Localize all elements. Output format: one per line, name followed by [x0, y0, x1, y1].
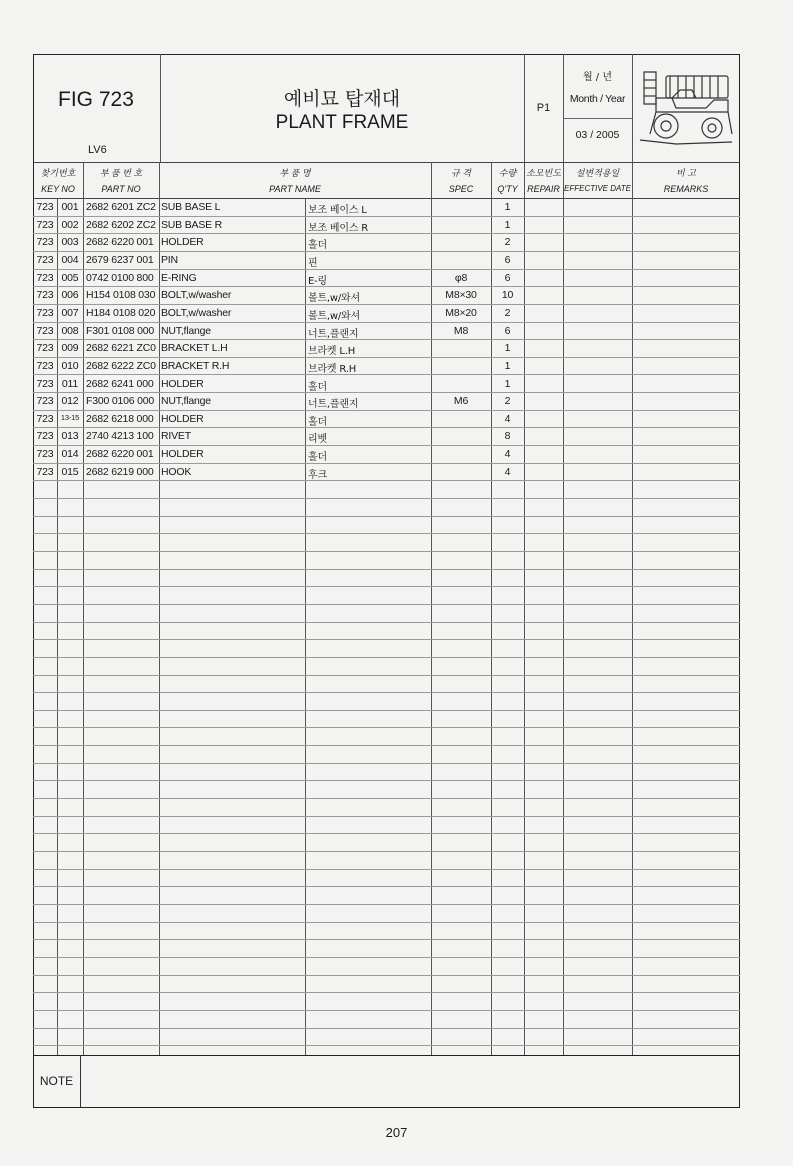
cell-part-no: 2682 6221 ZC0 — [86, 342, 156, 354]
cell-qty: 4 — [504, 413, 511, 425]
table-row-line — [33, 410, 740, 411]
col-part-name-en: PART NAME — [269, 184, 321, 194]
cell-key-no: 001 — [61, 201, 79, 213]
page-number: 207 — [385, 1125, 408, 1140]
table-row-line — [33, 604, 740, 605]
cell-qty: 6 — [504, 254, 511, 266]
cell-part-no: F301 0108 000 — [86, 325, 155, 337]
model-label: LV6 — [88, 144, 107, 156]
col-part-no-en: PART NO — [101, 184, 141, 194]
cell-part-name-en: HOLDER — [161, 413, 204, 425]
revision-date: 03 / 2005 — [575, 129, 620, 141]
cell-fig-no: 723 — [36, 289, 54, 301]
cell-part-no: 2740 4213 100 — [86, 430, 154, 442]
table-row-line — [33, 657, 740, 658]
cell-part-no: 2682 6220 001 — [86, 236, 154, 248]
month-year-english: Month / Year — [569, 93, 626, 105]
cell-spec: φ8 — [454, 272, 468, 284]
rice-transplanter-icon — [636, 64, 736, 154]
cell-fig-no: 723 — [36, 342, 54, 354]
title-english: PLANT FRAME — [275, 112, 409, 133]
cell-part-name-ko: 홀더 — [308, 240, 327, 251]
table-row-line — [33, 463, 740, 464]
table-row-line — [33, 780, 740, 781]
cell-part-name-en: BRACKET L.H — [161, 342, 228, 354]
cell-key-no: 014 — [61, 448, 79, 460]
cell-part-name-ko: 홀더 — [308, 382, 327, 393]
cell-fig-no: 723 — [36, 448, 54, 460]
cell-part-no: 2682 6201 ZC2 — [86, 201, 156, 213]
cell-part-name-ko: 보조 베이스 L — [308, 205, 367, 216]
table-row-line — [33, 798, 740, 799]
table-row-line — [33, 992, 740, 993]
note-top-rule — [33, 1055, 740, 1056]
table-row-line — [33, 1010, 740, 1011]
header-bottom-rule — [33, 162, 740, 163]
table-row-line — [33, 745, 740, 746]
table-row-line — [33, 533, 740, 534]
cell-part-no: 2679 6237 001 — [86, 254, 154, 266]
cell-part-name-en: SUB BASE R — [161, 219, 223, 231]
col-effective-en: EFFECTIVE DATE — [564, 184, 631, 193]
cell-key-no: 008 — [61, 325, 79, 337]
grid-col-line — [305, 198, 306, 1055]
col-effective-ko: 설변적용일 — [575, 168, 620, 178]
table-row-line — [33, 869, 740, 870]
cell-part-name-en: HOOK — [161, 466, 192, 478]
cell-part-name-en: SUB BASE L — [161, 201, 221, 213]
cell-fig-no: 723 — [36, 413, 54, 425]
col-part-name-ko: 부 품 명 — [279, 168, 311, 178]
cell-part-name-ko: 볼트,w/와셔 — [308, 293, 360, 304]
col-remarks-ko: 비 고 — [676, 168, 696, 178]
date-divider — [563, 118, 632, 119]
cell-part-no: F300 0106 000 — [86, 395, 155, 407]
table-row-line — [33, 886, 740, 887]
table-row-line — [33, 939, 740, 940]
cell-key-no: 013 — [61, 430, 79, 442]
cell-part-no: H184 0108 020 — [86, 307, 156, 319]
table-row-line — [33, 569, 740, 570]
table-row-line — [33, 710, 740, 711]
table-row-line — [33, 357, 740, 358]
col-spec-ko: 규 격 — [451, 168, 471, 178]
cell-qty: 10 — [501, 289, 514, 301]
cell-spec: M6 — [453, 395, 469, 407]
cell-part-no: 2682 6241 000 — [86, 378, 154, 390]
col-qty-ko: 수량 — [498, 168, 517, 178]
cell-key-no: 015 — [61, 466, 79, 478]
cell-fig-no: 723 — [36, 395, 54, 407]
col-remarks-en: REMARKS — [663, 184, 709, 194]
col-repair-en: REPAIR — [527, 184, 560, 194]
col-part-no-ko: 부 품 번 호 — [99, 168, 143, 178]
cell-fig-no: 723 — [36, 466, 54, 478]
table-row-line — [33, 1045, 740, 1046]
cell-qty: 1 — [504, 360, 511, 372]
table-row-line — [33, 622, 740, 623]
cell-fig-no: 723 — [36, 254, 54, 266]
table-row-line — [33, 975, 740, 976]
table-row-line — [33, 692, 740, 693]
col-qty-en: Q'TY — [497, 184, 518, 194]
table-row-line — [33, 1028, 740, 1029]
cell-key-no: 006 — [61, 289, 79, 301]
cell-fig-no: 723 — [36, 272, 54, 284]
cell-part-name-en: HOLDER — [161, 236, 204, 248]
cell-part-name-ko: 브라켓 R.H — [308, 364, 357, 375]
cell-qty: 6 — [504, 272, 511, 284]
cell-part-name-en: HOLDER — [161, 448, 204, 460]
cell-spec: M8×20 — [445, 307, 477, 319]
cell-part-name-ko: 후크 — [308, 470, 327, 481]
cell-qty: 1 — [504, 219, 511, 231]
cell-key-no: 009 — [61, 342, 79, 354]
note-divider — [80, 1055, 81, 1108]
cell-qty: 1 — [504, 201, 511, 213]
cell-part-name-ko: 브라켓 L.H — [308, 346, 356, 357]
cell-part-no: H154 0108 030 — [86, 289, 156, 301]
table-row-line — [33, 516, 740, 517]
table-row-line — [33, 586, 740, 587]
cell-part-name-en: BOLT,w/washer — [161, 289, 232, 301]
cell-part-name-ko: 볼트,w/와셔 — [308, 311, 360, 322]
cell-part-name-ko: 홀더 — [308, 417, 327, 428]
cell-key-no: 012 — [61, 395, 79, 407]
cell-part-no: 2682 6222 ZC0 — [86, 360, 156, 372]
cell-fig-no: 723 — [36, 430, 54, 442]
cell-qty: 1 — [504, 378, 511, 390]
cell-part-name-en: NUT,flange — [161, 395, 211, 407]
column-header-rule — [33, 198, 740, 199]
cell-qty: 2 — [504, 307, 511, 319]
cell-spec: M8×30 — [445, 289, 477, 301]
col-key-no-ko: 찾기번호 — [40, 168, 76, 178]
cell-fig-no: 723 — [36, 325, 54, 337]
table-row-line — [33, 727, 740, 728]
cell-part-name-ko: 핀 — [308, 258, 318, 269]
cell-key-no: 003 — [61, 236, 79, 248]
cell-fig-no: 723 — [36, 236, 54, 248]
table-row-line — [33, 957, 740, 958]
month-year-korean: 월 / 년 — [582, 72, 613, 83]
header-divider-4 — [632, 54, 633, 162]
table-row-line — [33, 498, 740, 499]
cell-spec: M8 — [453, 325, 469, 337]
cell-part-name-en: BOLT,w/washer — [161, 307, 232, 319]
table-row-line — [33, 216, 740, 217]
note-label: NOTE — [39, 1074, 74, 1088]
cell-part-name-en: NUT,flange — [161, 325, 211, 337]
cell-part-name-en: PIN — [161, 254, 178, 266]
table-row-line — [33, 304, 740, 305]
cell-key-no: 005 — [61, 272, 79, 284]
cell-part-name-ko: E-링 — [308, 276, 327, 287]
cell-key-no: 011 — [61, 378, 79, 390]
cell-key-no: 002 — [61, 219, 79, 231]
table-row-line — [33, 675, 740, 676]
cell-part-no: 2682 6220 001 — [86, 448, 154, 460]
cell-part-name-ko: 너트,플랜지 — [308, 399, 359, 410]
cell-qty: 2 — [504, 236, 511, 248]
table-row-line — [33, 251, 740, 252]
table-row-line — [33, 763, 740, 764]
col-key-no-en: KEY NO — [41, 184, 75, 194]
fig-label: FIG 723 — [58, 88, 134, 111]
cell-fig-no: 723 — [36, 360, 54, 372]
cell-fig-no: 723 — [36, 378, 54, 390]
cell-part-name-en: RIVET — [161, 430, 191, 442]
cell-qty: 6 — [504, 325, 511, 337]
cell-qty: 4 — [504, 466, 511, 478]
cell-key-no: 007 — [61, 307, 79, 319]
col-repair-ko: 소모빈도 — [526, 168, 561, 178]
table-row-line — [33, 816, 740, 817]
cell-qty: 2 — [504, 395, 511, 407]
table-row-line — [33, 551, 740, 552]
cell-key-no: 010 — [61, 360, 79, 372]
cell-part-name-ko: 리벳 — [308, 434, 327, 445]
table-row-line — [33, 269, 740, 270]
cell-fig-no: 723 — [36, 219, 54, 231]
cell-part-name-en: BRACKET R.H — [161, 360, 230, 372]
table-row-line — [33, 833, 740, 834]
cell-part-name-ko: 보조 베이스 R — [308, 223, 369, 234]
cell-key-no: 004 — [61, 254, 79, 266]
title-korean: 예비묘 탑재대 — [283, 88, 401, 110]
cell-part-no: 2682 6218 000 — [86, 413, 154, 425]
page-code: P1 — [536, 102, 551, 114]
cell-part-no: 2682 6219 000 — [86, 466, 154, 478]
col-spec-en: SPEC — [448, 184, 474, 194]
cell-qty: 1 — [504, 342, 511, 354]
table-row-line — [33, 322, 740, 323]
cell-fig-no: 723 — [36, 307, 54, 319]
cell-key-no: 13-15 — [60, 413, 80, 422]
cell-part-name-en: HOLDER — [161, 378, 204, 390]
cell-part-name-en: E-RING — [161, 272, 197, 284]
cell-qty: 4 — [504, 448, 511, 460]
cell-part-no: 0742 0100 800 — [86, 272, 154, 284]
cell-qty: 8 — [504, 430, 511, 442]
cell-fig-no: 723 — [36, 201, 54, 213]
table-row-line — [33, 851, 740, 852]
cell-part-name-ko: 너트,플랜지 — [308, 329, 359, 340]
cell-part-name-ko: 홀더 — [308, 452, 327, 463]
table-row-line — [33, 445, 740, 446]
table-row-line — [33, 922, 740, 923]
cell-part-no: 2682 6202 ZC2 — [86, 219, 156, 231]
table-row-line — [33, 639, 740, 640]
table-row-line — [33, 904, 740, 905]
